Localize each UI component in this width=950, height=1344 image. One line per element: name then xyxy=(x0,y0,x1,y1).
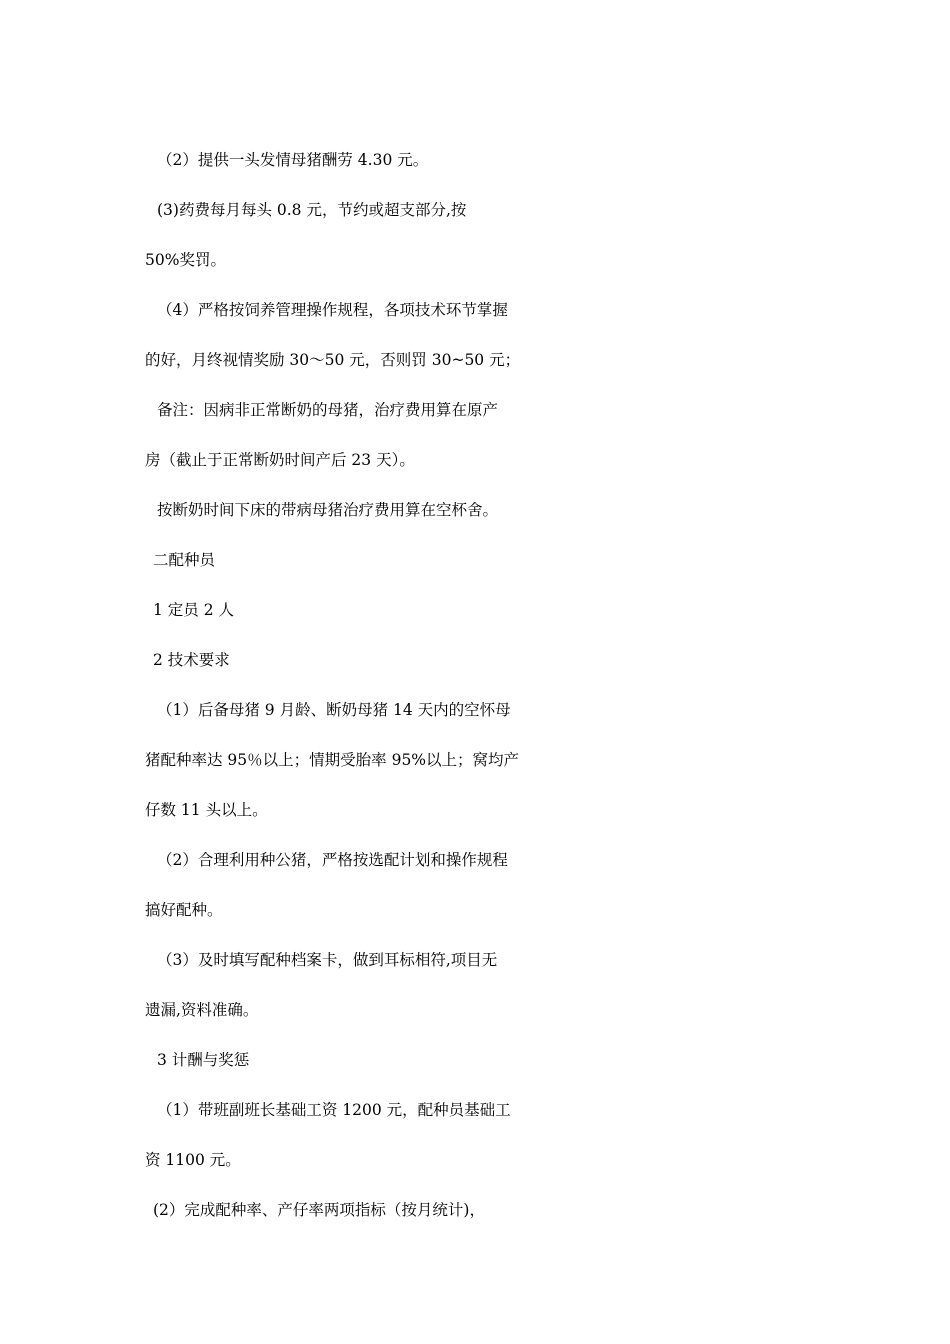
document-line: （1）后备母猪 9 月龄、断奶母猪 14 天内的空怀母 xyxy=(157,701,511,719)
document-line: 遗漏,资料准确。 xyxy=(145,1001,259,1019)
document-line: 房（截止于正常断奶时间产后 23 天）。 xyxy=(145,451,415,469)
document-line: （4）严格按饲养管理操作规程，各项技术环节掌握 xyxy=(157,301,508,319)
document-line: 3 计酬与奖惩 xyxy=(157,1051,250,1069)
document-line: （1）带班副班长基础工资 1200 元，配种员基础工 xyxy=(157,1101,511,1119)
document-body xyxy=(145,148,565,1248)
document-line: 50%奖罚。 xyxy=(145,251,226,269)
document-line: 2 技术要求 xyxy=(153,651,230,669)
document-line: 搞好配种。 xyxy=(145,901,223,919)
document-line: (3)药费每月每头 0.8 元，节约或超支部分,按 xyxy=(157,201,467,219)
document-line: 资 1100 元。 xyxy=(145,1151,241,1169)
document-line: (2）完成配种率、产仔率两项指标（按月统计)， xyxy=(153,1201,485,1219)
document-line: 二配种员 xyxy=(153,551,216,569)
document-line: 猪配种率达 95％以上；情期受胎率 95%以上；窝均产 xyxy=(145,751,520,769)
document-line: 1 定员 2 人 xyxy=(153,601,235,619)
document-line: （3）及时填写配种档案卡，做到耳标相符,项目无 xyxy=(157,951,498,969)
document-line: （2）合理利用种公猪，严格按选配计划和操作规程 xyxy=(157,851,508,869)
document-line: 备注：因病非正常断奶的母猪，治疗费用算在原产 xyxy=(157,401,499,419)
document-line: 的好，月终视情奖励 30～50 元，否则罚 30~50 元； xyxy=(145,351,521,369)
document-line: （2）提供一头发情母猪酬劳 4.30 元。 xyxy=(157,151,429,169)
document-line: 仔数 11 头以上。 xyxy=(145,801,268,819)
document-line: 按断奶时间下床的带病母猪治疗费用算在空杯舍。 xyxy=(157,501,499,519)
